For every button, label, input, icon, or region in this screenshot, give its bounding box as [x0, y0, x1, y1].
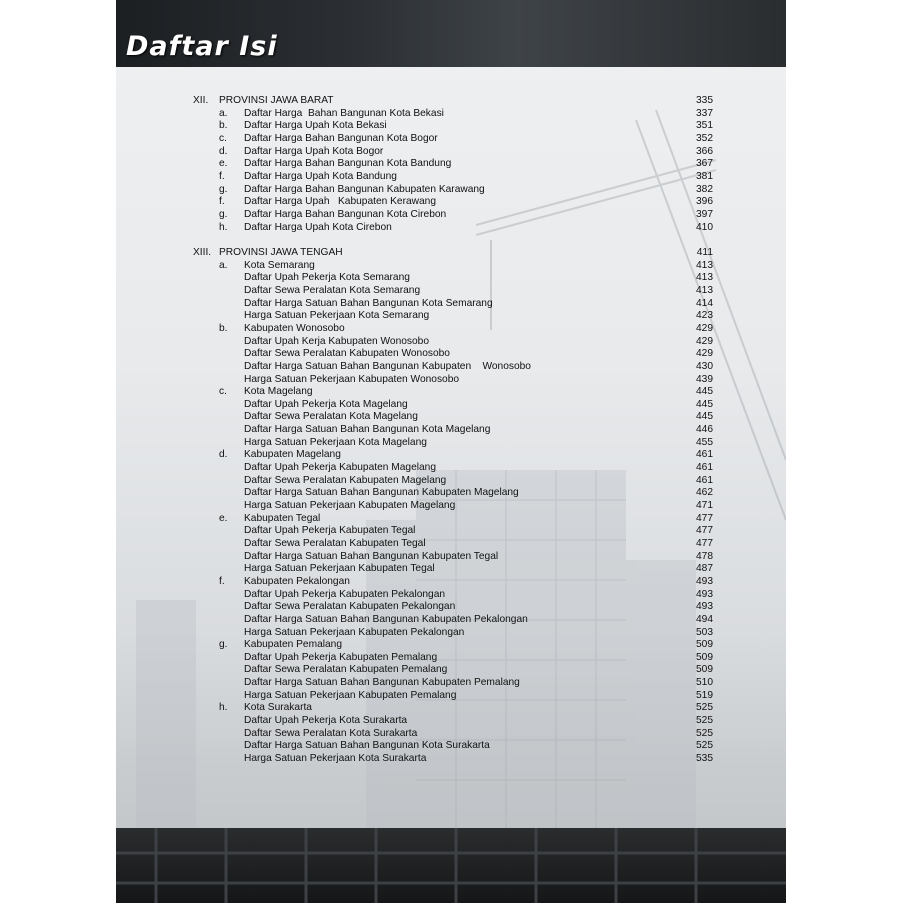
entry-letter: d.	[219, 145, 228, 157]
page-number: 509	[696, 651, 713, 663]
toc-entry[interactable]	[116, 474, 786, 487]
page-number: 382	[696, 183, 713, 195]
toc-entry[interactable]	[116, 512, 786, 525]
toc-entry[interactable]	[116, 663, 786, 676]
entry-letter: e.	[219, 158, 228, 170]
page-number: 525	[696, 702, 713, 714]
toc-entry[interactable]	[116, 499, 786, 512]
entry-title: Daftar Sewa Peralatan Kota Surakarta	[244, 727, 418, 739]
toc-entry[interactable]	[116, 423, 786, 436]
entry-title: Harga Satuan Pekerjaan Kabupaten Wonosobo	[244, 373, 460, 385]
page-number: 413	[696, 259, 713, 271]
toc-entry[interactable]	[116, 448, 786, 461]
entry-title: Harga Satuan Pekerjaan Kabupaten Pemalang	[244, 689, 457, 701]
entry-letter: b.	[219, 120, 228, 132]
entry-letter: a.	[219, 259, 228, 271]
toc-section-heading[interactable]	[116, 94, 786, 107]
entry-title: Daftar Sewa Peralatan Kabupaten Pemalang	[244, 664, 448, 676]
entry-letter: c.	[219, 133, 227, 144]
entry-title: Daftar Harga Satuan Bahan Bangunan Kota Surakarta	[244, 740, 490, 752]
toc-entry[interactable]	[116, 259, 786, 272]
toc-entry[interactable]	[116, 145, 786, 158]
section-number: XII.	[193, 95, 209, 106]
entry-title: Daftar Harga Bahan Bangunan Kota Bandung	[244, 158, 452, 170]
toc-entry[interactable]	[116, 347, 786, 360]
toc-entry[interactable]	[116, 676, 786, 689]
page-number: 525	[696, 740, 713, 752]
entry-letter: e.	[219, 512, 228, 524]
page-number: 410	[696, 221, 713, 233]
entry-title: Daftar Harga Upah Kota Bogor	[244, 145, 384, 157]
entry-letter: d.	[219, 449, 228, 461]
entry-title: Daftar Sewa Peralatan Kabupaten Wonosobo	[244, 348, 450, 360]
page-number: 337	[696, 107, 713, 119]
entry-title: Daftar Sewa Peralatan Kabupaten Tegal	[244, 537, 426, 549]
toc-entry[interactable]	[116, 626, 786, 639]
page-number: 461	[696, 462, 713, 473]
page-number: 335	[696, 95, 713, 106]
page-number: 445	[696, 398, 713, 410]
page-number: 381	[696, 170, 713, 182]
entry-title: Daftar Harga Bahan Bangunan Kota Cirebon	[244, 208, 447, 220]
page-number: 477	[696, 512, 713, 524]
entry-title: Daftar Upah Pekerja Kota Magelang	[244, 398, 408, 410]
page-number: 535	[696, 753, 713, 764]
page-number: 397	[696, 208, 713, 220]
page-number: 461	[696, 474, 713, 486]
entry-title: Harga Satuan Pekerjaan Kota Magelang	[244, 436, 427, 448]
footer-banner	[116, 828, 786, 903]
page-number: 477	[696, 537, 713, 549]
page-number: 352	[696, 133, 713, 144]
page-number: 503	[696, 626, 713, 638]
entry-title: Daftar Upah Pekerja Kabupaten Pemalang	[244, 651, 438, 663]
toc-entry[interactable]	[116, 562, 786, 575]
toc-entry[interactable]	[116, 297, 786, 310]
toc-entry[interactable]	[116, 157, 786, 170]
entry-title: Kota Magelang	[244, 386, 313, 398]
toc-entry[interactable]	[116, 335, 786, 348]
entry-title: Daftar Harga Bahan Bangunan Kota Bekasi	[244, 107, 444, 119]
entry-title: Kabupaten Wonosobo	[244, 322, 345, 334]
page-number: 525	[696, 715, 713, 726]
toc-entry[interactable]	[116, 689, 786, 702]
entry-title: Daftar Harga Satuan Bahan Bangunan Kota Semarang	[244, 297, 493, 309]
entry-letter: a.	[219, 107, 228, 119]
entry-title: Daftar Harga Satuan Bahan Bangunan Kabupaten Magelang	[244, 487, 519, 499]
page-number: 413	[696, 284, 713, 296]
entry-title: Daftar Upah Pekerja Kabupaten Pekalongan	[244, 588, 446, 600]
toc-entry[interactable]	[116, 752, 786, 765]
page-number: 411	[696, 247, 713, 258]
page-number: 493	[696, 601, 713, 613]
page-number: 509	[696, 639, 713, 651]
entry-title: Daftar Upah Pekerja Kota Semarang	[244, 272, 410, 284]
entry-title: Daftar Harga Bahan Bangunan Kabupaten Karawang	[244, 183, 485, 195]
section-title: PROVINSI JAWA TENGAH	[219, 247, 343, 258]
entry-title: Daftar Upah Pekerja Kabupaten Magelang	[244, 462, 436, 473]
page-number: 494	[696, 613, 713, 625]
entry-title: Daftar Sewa Peralatan Kabupaten Magelang	[244, 474, 447, 486]
entry-letter: f.	[219, 575, 225, 587]
page-number: 493	[696, 588, 713, 600]
entry-title: Daftar Sewa Peralatan Kota Magelang	[244, 411, 418, 423]
entry-title: Daftar Harga Upah Kota Cirebon	[244, 221, 392, 233]
toc-entry[interactable]	[116, 727, 786, 740]
toc-entry[interactable]	[116, 208, 786, 221]
entry-title: Harga Satuan Pekerjaan Kabupaten Magelang	[244, 500, 456, 511]
page-number: 525	[696, 727, 713, 739]
entry-letter: h.	[219, 702, 228, 714]
page-number: 423	[696, 310, 713, 322]
entry-title: Daftar Upah Pekerja Kabupaten Tegal	[244, 525, 416, 537]
toc-entry[interactable]	[116, 600, 786, 613]
section-number: XIII.	[193, 247, 212, 258]
entry-title: Daftar Harga Satuan Bahan Bangunan Kabupaten Wonosobo	[244, 360, 531, 372]
entry-title: Kota Surakarta	[244, 702, 312, 714]
entry-title: Kabupaten Magelang	[244, 449, 341, 461]
page-number: 429	[696, 335, 713, 347]
page-number: 445	[696, 386, 713, 398]
page-number: 414	[696, 297, 713, 309]
toc-entry[interactable]	[116, 373, 786, 386]
entry-letter: h.	[219, 221, 228, 233]
page-number: 487	[696, 563, 713, 575]
page-number: 367	[696, 158, 713, 170]
entry-title: Harga Satuan Pekerjaan Kota Semarang	[244, 310, 430, 322]
toc-entry[interactable]	[116, 651, 786, 664]
toc-entry[interactable]	[116, 613, 786, 626]
toc-entry[interactable]	[116, 195, 786, 208]
entry-letter: f.	[219, 196, 225, 208]
toc-entry[interactable]	[116, 170, 786, 183]
toc-entry[interactable]	[116, 524, 786, 537]
entry-title: Daftar Upah Pekerja Kota Surakarta	[244, 715, 408, 726]
page-number: 478	[696, 550, 713, 562]
page-number: 430	[696, 360, 713, 372]
entry-letter: b.	[219, 322, 228, 334]
entry-title: Daftar Sewa Peralatan Kota Semarang	[244, 284, 421, 296]
toc-entry[interactable]	[116, 398, 786, 411]
toc-entry[interactable]	[116, 107, 786, 120]
entry-letter: f.	[219, 170, 225, 182]
page-number: 446	[696, 424, 713, 436]
page-number: 455	[696, 436, 713, 448]
entry-title: Kota Semarang	[244, 259, 315, 271]
page-number: 445	[696, 411, 713, 423]
entry-title: Daftar Sewa Peralatan Kabupaten Pekalongan	[244, 601, 456, 613]
entry-letter: g.	[219, 639, 228, 651]
toc-entry[interactable]	[116, 410, 786, 423]
entry-title: Daftar Upah Kerja Kabupaten Wonosobo	[244, 335, 430, 347]
toc-entry[interactable]	[116, 322, 786, 335]
toc-entry[interactable]	[116, 575, 786, 588]
page-number: 429	[696, 322, 713, 334]
header-banner	[116, 0, 786, 67]
page-number: 396	[696, 196, 713, 208]
toc-section-heading[interactable]	[116, 246, 786, 259]
page-number: 519	[696, 689, 713, 701]
toc-entry[interactable]	[116, 271, 786, 284]
page-title: Daftar Isi	[126, 31, 278, 62]
entry-title: Kabupaten Tegal	[244, 512, 321, 524]
toc-entry[interactable]	[116, 436, 786, 449]
toc-entry[interactable]	[116, 701, 786, 714]
page-number: 471	[696, 500, 713, 511]
entry-title: Daftar Harga Satuan Bahan Bangunan Kabupaten Tegal	[244, 550, 499, 562]
toc-entry[interactable]	[116, 385, 786, 398]
toc-entry[interactable]	[116, 360, 786, 373]
toc-entry[interactable]	[116, 119, 786, 132]
entry-title: Daftar Harga Satuan Bahan Bangunan Kota Magelang	[244, 424, 491, 436]
toc-entry[interactable]	[116, 284, 786, 297]
page-number: 366	[696, 145, 713, 157]
document-page	[116, 0, 786, 903]
entry-title: Harga Satuan Pekerjaan Kota Surakarta	[244, 753, 427, 764]
entry-title: Daftar Harga Upah Kota Bekasi	[244, 120, 387, 132]
toc-entry[interactable]	[116, 537, 786, 550]
page-number: 429	[696, 348, 713, 360]
entry-title: Daftar Harga Satuan Bahan Bangunan Kabupaten Pemalang	[244, 677, 520, 689]
toc-entry[interactable]	[116, 486, 786, 499]
page-number: 510	[696, 677, 713, 689]
page-number: 462	[696, 487, 713, 499]
toc-entry[interactable]	[116, 550, 786, 563]
toc-entry[interactable]	[116, 183, 786, 196]
toc-entry[interactable]	[116, 739, 786, 752]
toc-entry[interactable]	[116, 714, 786, 727]
entry-title: Harga Satuan Pekerjaan Kabupaten Pekalongan	[244, 626, 465, 638]
page-number: 439	[696, 373, 713, 385]
entry-letter: g.	[219, 183, 228, 195]
page-number: 413	[696, 272, 713, 284]
entry-letter: g.	[219, 208, 228, 220]
entry-title: Daftar Harga Bahan Bangunan Kota Bogor	[244, 133, 438, 144]
toc-entry[interactable]	[116, 638, 786, 651]
entry-title: Daftar Harga Upah Kota Bandung	[244, 170, 397, 182]
toc-entry[interactable]	[116, 588, 786, 601]
entry-title: Harga Satuan Pekerjaan Kabupaten Tegal	[244, 563, 435, 575]
page-number: 493	[696, 575, 713, 587]
toc-entry[interactable]	[116, 461, 786, 474]
section-title: PROVINSI JAWA BARAT	[219, 95, 334, 106]
entry-title: Daftar Harga Upah Kabupaten Kerawang	[244, 196, 436, 208]
page-number: 477	[696, 525, 713, 537]
toc-entry[interactable]	[116, 132, 786, 145]
page-number: 351	[696, 120, 713, 132]
entry-letter: c.	[219, 386, 227, 398]
scaffolding-illustration	[116, 828, 786, 903]
entry-title: Daftar Harga Satuan Bahan Bangunan Kabupaten Pekalongan	[244, 613, 528, 625]
toc-entry[interactable]	[116, 221, 786, 234]
page-number: 461	[696, 449, 713, 461]
toc-entry[interactable]	[116, 309, 786, 322]
page-number: 509	[696, 664, 713, 676]
entry-title: Kabupaten Pekalongan	[244, 575, 350, 587]
entry-title: Kabupaten Pemalang	[244, 639, 342, 651]
